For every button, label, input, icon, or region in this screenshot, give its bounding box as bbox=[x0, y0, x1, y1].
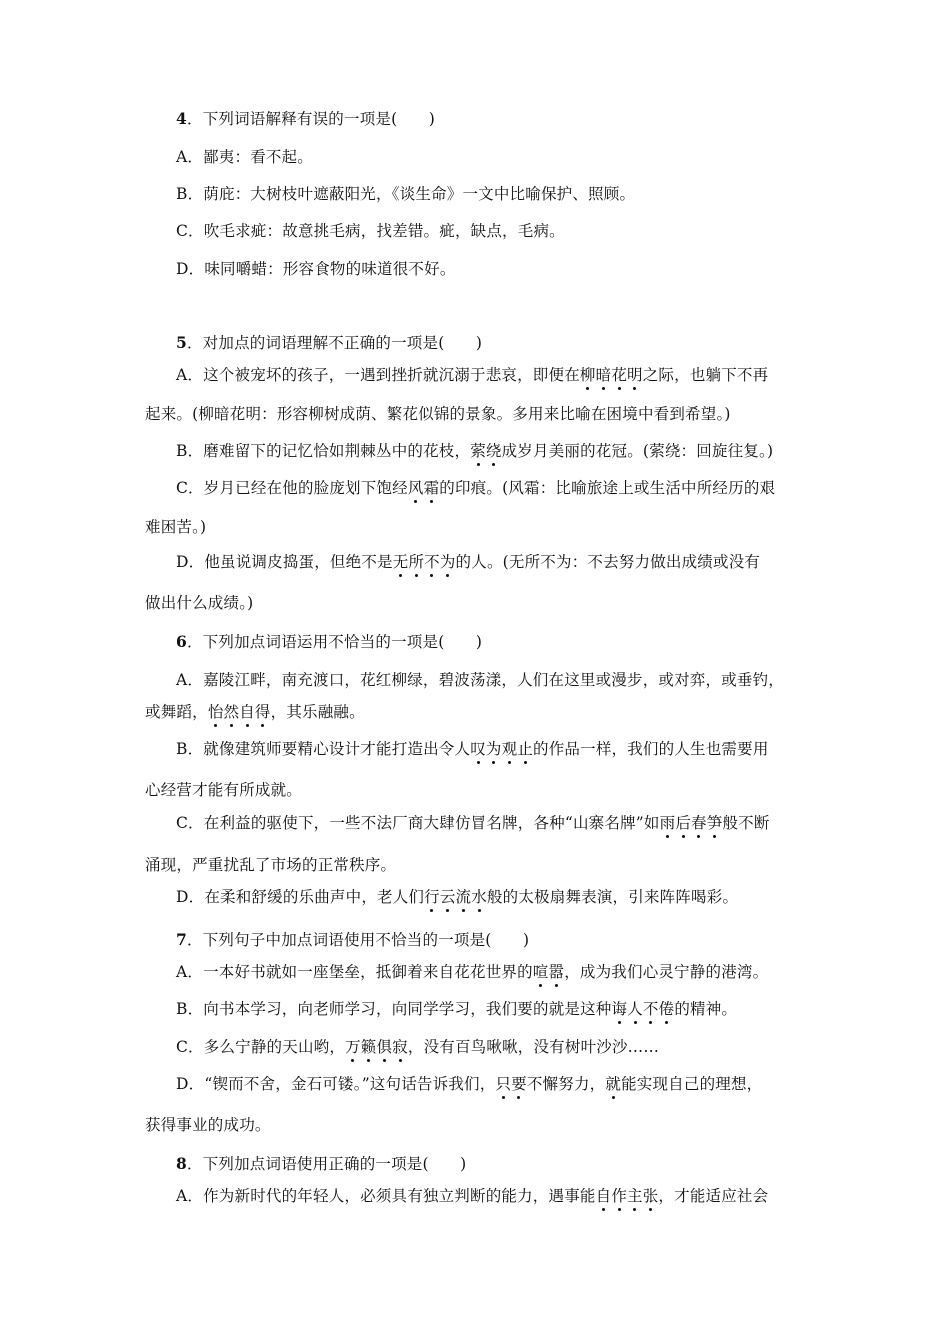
q5-option-c: C．岁月已经在他的脸庞划下饱经风霜的印痕。(风霜：比喻旅途上或生活中所经历的艰 bbox=[176, 479, 776, 497]
dotted-term: 怡然自得 bbox=[207, 703, 271, 721]
dotted-term: 万籁俱寂 bbox=[345, 1038, 408, 1056]
question-number: 4 bbox=[176, 109, 187, 128]
q8-option-a: A．作为新时代的年轻人，必须具有独立判断的能力，遇事能自作主张，才能适应社会 bbox=[176, 1187, 769, 1205]
question-4-stem: 4．下列词语解释有误的一项是( ) bbox=[176, 109, 435, 128]
question-8-stem: 8．下列加点词语使用正确的一项是( ) bbox=[176, 1154, 467, 1173]
dotted-term: 雨后春笋 bbox=[659, 814, 723, 832]
q4-option-b: B．荫庇：大树枝叶遮蔽阳光，《谈生命》一文中比喻保护、照顾。 bbox=[176, 185, 636, 203]
dotted-term: 自作主张 bbox=[595, 1187, 659, 1205]
question-number: 6 bbox=[176, 632, 187, 651]
q5-option-d: D．他虽说调皮捣蛋，但绝不是无所不为的人。(无所不为：不去努力做出成绩或没有 bbox=[176, 553, 761, 571]
q4-option-c: C．吹毛求疵：故意挑毛病，找差错。疵，缺点，毛病。 bbox=[176, 222, 565, 240]
q5-option-b: B．磨难留下的记忆恰如荆棘丛中的花枝，萦绕成岁月美丽的花冠。(萦绕：回旋往复。) bbox=[176, 442, 774, 460]
dotted-term: 诲人不倦 bbox=[611, 1000, 675, 1018]
question-number: 8 bbox=[176, 1154, 187, 1173]
dotted-term: 叹为观止 bbox=[470, 740, 534, 758]
q7-option-d-cont: 获得事业的成功。 bbox=[145, 1116, 271, 1134]
dotted-term: 萦绕 bbox=[470, 442, 502, 460]
question-5-stem: 5．对加点的词语理解不正确的一项是( ) bbox=[176, 333, 483, 352]
q6-option-c-cont: 涌现，严重扰乱了市场的正常秩序。 bbox=[145, 856, 397, 874]
dotted-term: 喧嚣 bbox=[532, 963, 565, 981]
question-number: 7 bbox=[176, 930, 187, 949]
question-7-stem: 7．下列句子中加点词语使用不恰当的一项是( ) bbox=[176, 930, 530, 949]
dotted-term: 行云流水 bbox=[424, 888, 487, 906]
q7-option-d: D．“锲而不舍，金石可镂。”这句话告诉我们，只要不懈努力，就能实现自己的理想， bbox=[176, 1075, 763, 1093]
q7-option-a: A．一本好书就如一座堡垒，抵御着来自花花世界的喧嚣，成为我们心灵宁静的港湾。 bbox=[176, 963, 769, 981]
q5-option-a-cont: 起来。(柳暗花明：形容柳树成荫、繁花似锦的景象。多用来比喻在困境中看到希望。) bbox=[145, 405, 731, 423]
q4-option-d: D．味同嚼蜡：形容食物的味道很不好。 bbox=[176, 260, 456, 278]
question-6-stem: 6．下列加点词语运用不恰当的一项是( ) bbox=[176, 632, 483, 651]
q6-option-c: C．在利益的驱使下，一些不法厂商大肆仿冒名牌，各种“山寨名牌”如雨后春笋般不断 bbox=[176, 814, 770, 832]
q5-option-a: A．这个被宠坏的孩子，一遇到挫折就沉溺于悲哀，即便在柳暗花明之际，也躺下不再 bbox=[176, 366, 769, 384]
q6-option-b: B．就像建筑师要精心设计才能打造出令人叹为观止的作品一样，我们的人生也需要用 bbox=[176, 740, 769, 758]
q4-option-a: A．鄙夷：看不起。 bbox=[176, 148, 313, 166]
q5-option-c-cont: 难困苦。) bbox=[145, 518, 207, 536]
dotted-term: 只要 bbox=[495, 1075, 527, 1093]
q6-option-d: D．在柔和舒缓的乐曲声中，老人们行云流水般的太极扇舞表演，引来阵阵喝彩。 bbox=[176, 888, 739, 906]
dotted-term: 柳暗花明 bbox=[579, 366, 643, 384]
q6-option-b-cont: 心经营才能有所成就。 bbox=[145, 781, 303, 799]
dotted-term: 就 bbox=[605, 1075, 622, 1093]
q7-option-b: B．向书本学习，向老师学习，向同学学习，我们要的就是这种诲人不倦的精神。 bbox=[176, 1000, 738, 1018]
q6-option-a-cont: 或舞蹈，怡然自得，其乐融融。 bbox=[145, 703, 365, 721]
question-number: 5 bbox=[176, 333, 187, 352]
dotted-term: 无所不为 bbox=[392, 553, 456, 571]
q7-option-c: C．多么宁静的天山哟，万籁俱寂，没有百鸟啾啾，没有树叶沙沙…… bbox=[176, 1038, 660, 1056]
dotted-term: 风霜 bbox=[407, 479, 440, 497]
q5-option-d-cont: 做出什么成绩。) bbox=[145, 594, 254, 612]
q6-option-a: A．嘉陵江畔，南充渡口，花红柳绿，碧波荡漾，人们在这里或漫步，或对弈，或垂钓， bbox=[176, 671, 784, 689]
